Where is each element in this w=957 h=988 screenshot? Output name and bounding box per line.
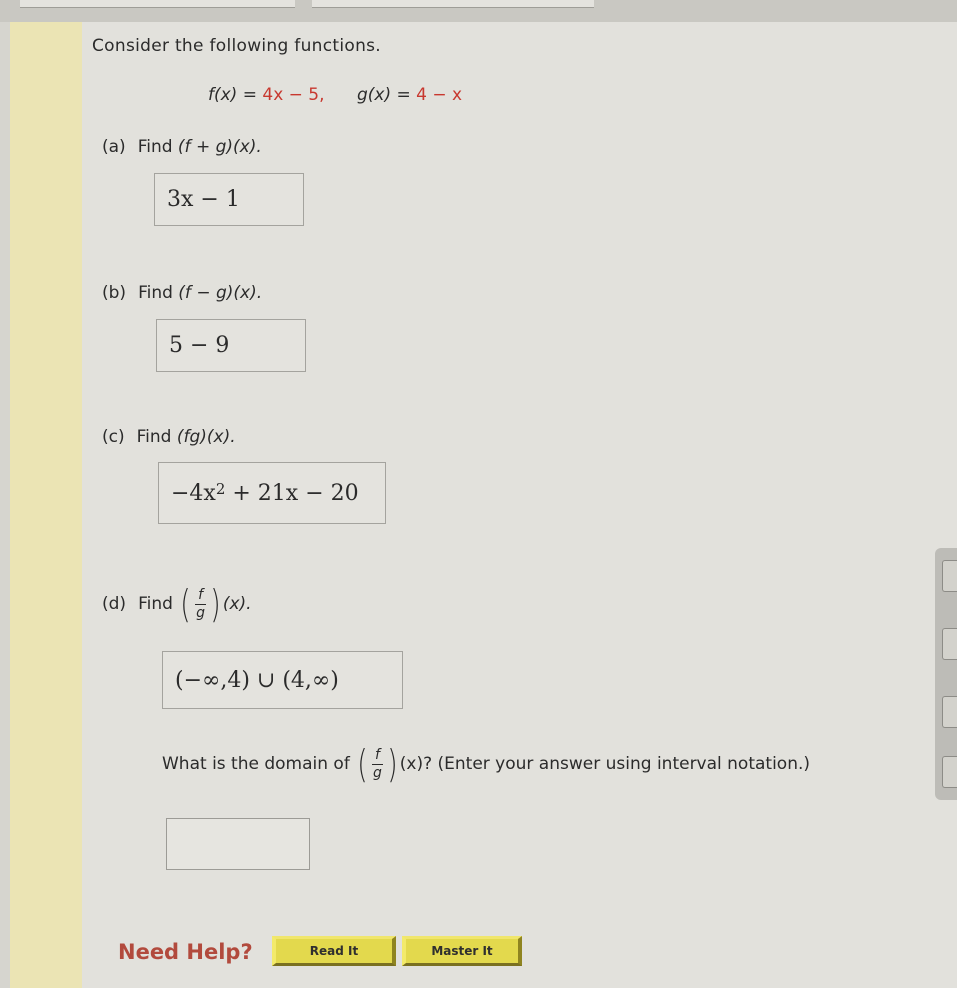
- part-b-label: (b): [102, 283, 127, 303]
- part-c-prompt: [102, 427, 236, 447]
- part-b-expression: (f − g)(x).: [178, 283, 263, 303]
- part-d-prompt: [102, 582, 252, 626]
- part-b-answer-field[interactable]: 5 − 9: [156, 319, 306, 372]
- f-equals: =: [237, 85, 263, 105]
- domain-question: [162, 742, 811, 786]
- panel-tab-3[interactable]: [942, 696, 957, 728]
- domain-denominator: g: [373, 764, 382, 781]
- part-d-denominator: g: [196, 604, 206, 621]
- domain-question-text: What is the domain of: [162, 754, 356, 774]
- part-c-expression: (fg)(x).: [176, 427, 236, 447]
- panel-tab-4[interactable]: [942, 756, 957, 788]
- problem-intro: Consider the following functions.: [92, 36, 382, 56]
- part-b-prompt: [102, 283, 262, 303]
- part-d-expression: (x).: [222, 594, 252, 614]
- g-expression: 4 − x: [416, 85, 463, 105]
- part-d-fraction: ( $\frac{f}{g}$ ): [180, 582, 221, 626]
- part-d-find: Find: [138, 594, 179, 614]
- part-a-prompt: [102, 137, 262, 157]
- g-equals: =: [391, 85, 417, 105]
- tab-left[interactable]: [20, 0, 295, 8]
- part-c-answer-rest: + 21x − 20: [225, 480, 359, 506]
- part-a-expression: (f + g)(x).: [177, 137, 262, 157]
- part-d-answer-field[interactable]: (−∞,4) ∪ (4,∞): [162, 651, 403, 709]
- left-sidebar: [10, 22, 82, 988]
- part-c-answer-exponent: 2: [215, 480, 226, 498]
- panel-tab-2[interactable]: [942, 628, 957, 660]
- function-definitions: [208, 85, 462, 105]
- tab-right[interactable]: [312, 0, 594, 8]
- part-d-label: (d): [102, 594, 127, 614]
- part-d-numerator: f: [195, 587, 206, 604]
- read-it-button[interactable]: Read It: [272, 936, 396, 966]
- domain-fraction: ( $\frac{f}{g}$ ): [357, 742, 398, 786]
- part-c-label: (c): [102, 427, 125, 447]
- domain-question-instructions: (x)? (Enter your answer using interval notation.): [399, 754, 811, 774]
- panel-tab-1[interactable]: [942, 560, 957, 592]
- part-c-find: Find: [136, 427, 177, 447]
- top-strip: [0, 0, 957, 22]
- part-c-answer-base: −4x: [171, 480, 216, 506]
- part-a-find: Find: [137, 137, 178, 157]
- g-name: g(x): [356, 85, 392, 105]
- master-it-button[interactable]: Master It: [402, 936, 522, 966]
- part-b-find: Find: [138, 283, 179, 303]
- domain-numerator: f: [372, 747, 383, 764]
- f-expression: 4x − 5,: [262, 85, 325, 105]
- part-a-answer-field[interactable]: 3x − 1: [154, 173, 304, 226]
- right-side-panel: [935, 548, 957, 800]
- part-a-label: (a): [102, 137, 126, 157]
- domain-answer-input[interactable]: [166, 818, 310, 870]
- part-c-answer-field[interactable]: [158, 462, 386, 524]
- need-help-label: Need Help?: [118, 940, 253, 964]
- f-name: f(x): [208, 85, 238, 105]
